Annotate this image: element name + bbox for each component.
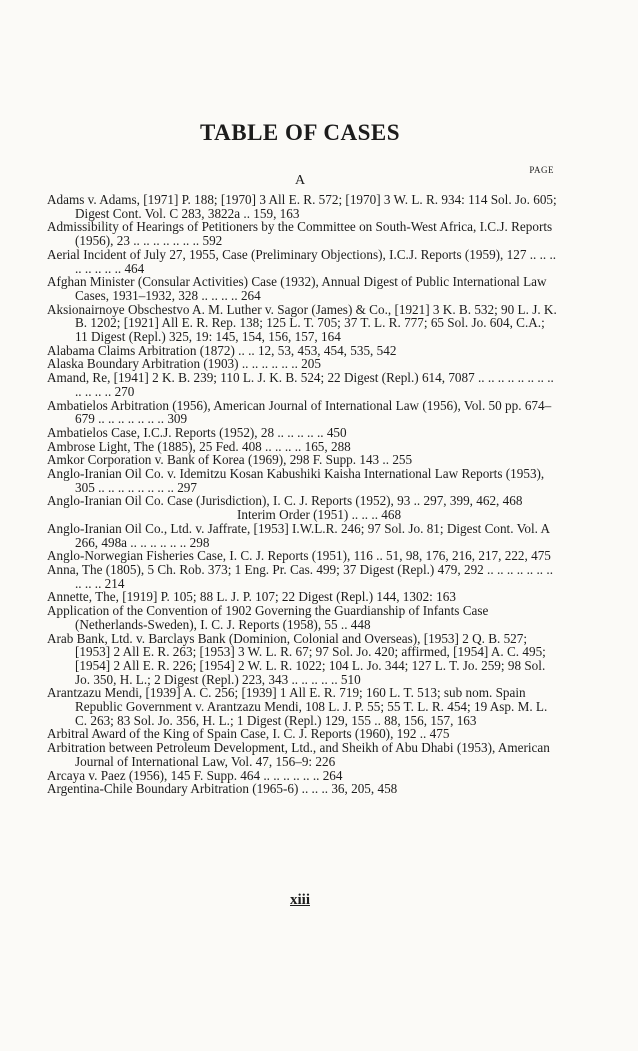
page-title: TABLE OF CASES: [200, 120, 400, 145]
case-entry: Ambatielos Case, I.C.J. Reports (1952), 28 .. .. .. .. .. 450: [47, 424, 347, 440]
case-entry: Aerial Incident of July 27, 1955, Case (Preliminary Objections), I.C.J. Reports (1959), 127 .. .. .. .. .. .. .. .. 464: [47, 246, 557, 276]
case-entry: Anglo-Iranian Oil Co. v. Idemitzu Kosan Kabushiki Kaisha International Law Reports (1953), 305 .. .. .. .. .. .. .. .. 297: [47, 466, 545, 495]
case-entry: Amand, Re, [1941] 2 K. B. 239; 110 L. J. K. B. 524; 22 Digest (Repl.) 614, 7087 .. .. .. .. .. .. .. .. .. .. .. .. 270: [47, 370, 554, 399]
case-entry: Annette, The, [1919] P. 105; 88 L. J. P. 107; 22 Digest (Repl.) 144, 1302: 163: [47, 589, 456, 605]
case-entry: Arbitration between Petroleum Development, Ltd., and Sheikh of Abu Dhabi (1953), American Journal of International Law, Vol. 47, 156–9: 226: [47, 740, 550, 769]
page-column-label: PAGE: [529, 165, 554, 175]
case-entry: Alaska Boundary Arbitration (1903) .. .. .. .. .. .. 205: [47, 356, 321, 372]
case-entry: Alabama Claims Arbitration (1872) .. .. 12, 53, 453, 454, 535, 542: [47, 342, 397, 358]
case-entry: Anglo-Norwegian Fisheries Case, I. C. J. Reports (1951), 116 .. 51, 98, 176, 216, 217, 222, 475: [47, 548, 551, 564]
case-entry: Ambrose Light, The (1885), 25 Fed. 408 .. .. .. .. 165, 288: [47, 438, 351, 454]
case-entry: Arab Bank, Ltd. v. Barclays Bank (Dominion, Colonial and Overseas), [1953] 2 Q. B. 527; [1953] 2 All E. R. 263; [1953] 3 W. L. R. 67; 97 Sol. Jo. 420; affirmed, [1954] A. C. 495; [1954] 2 All E. R. 226; [1954] 2 W. L. R. 1022; 104 L. Jo. 344; 127 L. T. Jo. 259; 98 Sol. Jo. 350, H. L.; 2 Digest (Repl.) 223, 343 .. .. .. .. .. 510: [47, 630, 546, 687]
case-entry: Ambatielos Arbitration (1956), American Journal of International Law (1956), Vol. 50 pp. 674–679 .. .. .. .. .. .. .. 309: [47, 397, 552, 427]
case-entry: Afghan Minister (Consular Activities) Case (1932), Annual Digest of Public International Law Cases, 1931–1932, 328 .. .. .. .. 264: [47, 274, 547, 303]
case-entry: Anna, The (1805), 5 Ch. Rob. 373; 1 Eng. Pr. Cas. 499; 37 Digest (Repl.) 479, 292 .. .. .. .. .. .. .. .. .. .. 214: [47, 561, 553, 591]
case-entry: Adams v. Adams, [1971] P. 188; [1970] 3 All E. R. 572; [1970] 3 W. L. R. 934: 114 Sol. Jo. 605; Digest Cont. Vol. C 283, 3822a .. 159, 163: [47, 192, 557, 221]
case-entry: Arbitral Award of the King of Spain Case, I. C. J. Reports (1960), 192 .. 475: [47, 726, 450, 742]
case-entry: Interim Order (1951) .. .. .. 468: [237, 507, 402, 523]
case-entry: Argentina-Chile Boundary Arbitration (1965-6) .. .. .. 36, 205, 458: [47, 781, 398, 797]
case-entry: Anglo-Iranian Oil Co., Ltd. v. Jaffrate, [1953] I.W.L.R. 246; 97 Sol. Jo. 81; Digest Cont. Vol. A 266, 498a .. .. .. .. .. .. 298: [47, 520, 550, 550]
case-list: [47, 193, 557, 796]
page-number: xiii: [289, 892, 310, 908]
case-entry: Aksionairnoye Obschestvo A. M. Luther v. Sagor (James) & Co., [1921] 3 K. B. 532; 90 L. J. K. B. 1202; [1921] All E. R. Rep. 138; 125 L. T. 705; 37 T. L. R. 777; 65 Sol. Jo. 604, C.A.; 11 Digest (Repl.) 325, 19: 145, 154, 156, 157, 164: [47, 301, 557, 345]
section-letter: A: [294, 173, 306, 188]
case-entry: Amkor Corporation v. Bank of Korea (1969), 298 F. Supp. 143 .. 255: [47, 452, 413, 468]
case-entry: Application of the Convention of 1902 Governing the Guardianship of Infants Case (Netherlands-Sweden), I. C. J. Reports (1958), 55 .. 448: [47, 603, 489, 632]
case-entry: Arantzazu Mendi, [1939] A. C. 256; [1939] 1 All E. R. 719; 160 L. T. 513; sub nom. Spain Republic Government v. Arantzazu Mendi, 108 L. J. P. 55; 55 T. L. R. 454; 19 Asp. M. L. C. 263; 83 Sol. Jo. 356, H. L.; 1 Digest (Repl.) 129, 155 .. 88, 156, 157, 163: [47, 685, 548, 728]
case-entry: Admissibility of Hearings of Petitioners by the Committee on South-West Africa, I.C.J. Reports (1956), 23 .. .. .. .. .. .. .. 592: [47, 219, 553, 249]
case-entry: Arcaya v. Paez (1956), 145 F. Supp. 464 .. .. .. .. .. .. 264: [47, 767, 343, 783]
case-entry: Anglo-Iranian Oil Co. Case (Jurisdiction), I. C. J. Reports (1952), 93 .. 297, 399, 462, 468: [47, 493, 523, 509]
